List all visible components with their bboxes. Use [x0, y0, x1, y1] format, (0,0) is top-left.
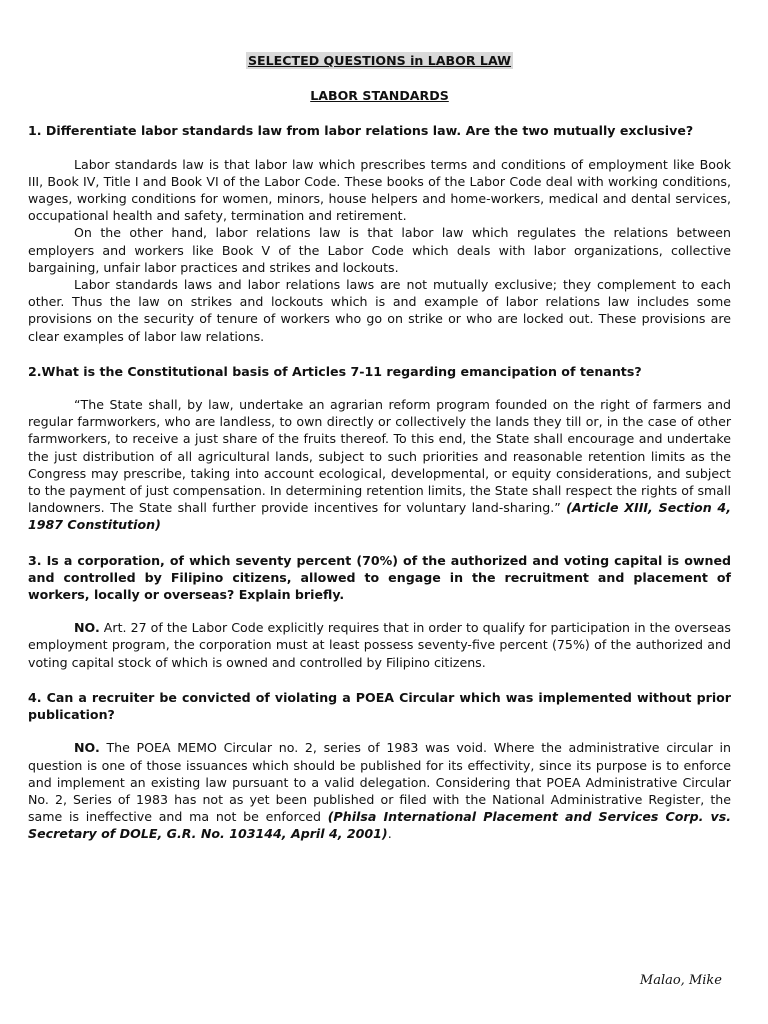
- question-3: 3. Is a corporation, of which seventy percent (70%) of the authorized and voting capital is owned and controlled by Filipino citizens, allowed to engage in the recruitment and placement of workers, locally or overseas? Explain briefly.: [28, 552, 731, 603]
- answer-4-citation: (Philsa International Placement and Services Corp. vs. Secretary of DOLE, G.R. No. 103144, April 4, 2001): [28, 809, 731, 842]
- document-page: [28, 52, 731, 843]
- answer-2: [28, 396, 731, 534]
- answer-4-no: NO.: [74, 740, 100, 756]
- question-1: 1. Differentiate labor standards law from labor relations law. Are the two mutually exclusive?: [28, 123, 694, 139]
- answer-4: [28, 739, 731, 842]
- answer-1-paragraph-2: On the other hand, labor relations law is that labor law which regulates the relations between employers and workers like Book V of the Labor Code which deals with labor organizations, collective bargaining, unfair labor practices and strikes and lockouts.: [28, 225, 731, 275]
- answer-3: [28, 619, 731, 671]
- document-title: SELECTED QUESTIONS in LABOR LAW: [247, 53, 512, 68]
- question-4: 4. Can a recruiter be convicted of violating a POEA Circular which was implemented without prior publication?: [28, 689, 731, 723]
- answer-3-text: Art. 27 of the Labor Code explicitly requires that in order to qualify for participation in the overseas employment program, the corporation must at least possess seventy-five percent (75%) of the authorized and voting capital stock of which is owned and controlled by Filipino citizens.: [28, 620, 731, 670]
- answer-4-text: The POEA MEMO Circular no. 2, series of 1983 was void. Where the administrative circular in question is one of those issuances which should be published for its effectivity, since its purpose is to enforce and implement an existing law pursuant to a valid delegation. Considering that POEA Administrative Circular No. 2, Series of 1983 has not as yet been published or filed with the National Administrative Register, the same is ineffective and ma not be enforced: [28, 740, 731, 825]
- answer-2-citation: (Article XIII, Section 4, 1987 Constitution): [28, 500, 731, 533]
- answer-1-paragraph-1: Labor standards law is that labor law which prescribes terms and conditions of employment like Book III, Book IV, Title I and Book VI of the Labor Code. These books of the Labor Code deal with working conditions, wages, working conditions for women, minors, house helpers and home-workers, medical and dental services, occupational health and safety, termination and retirement.: [28, 156, 731, 224]
- author-signature: Malao, Mike: [639, 973, 722, 988]
- answer-4-end: .: [387, 826, 392, 842]
- answer-2-text: “The State shall, by law, undertake an agrarian reform program founded on the right of farmers and regular farmworkers, who are landless, to own directly or collectively the lands they till or, in the case of other farmworkers, to receive a just share of the fruits thereof. To this end, the State shall encourage and undertake the just distribution of all agricultural lands, subject to such priorities and reasonable retention limits as the Congress may prescribe, taking into account ecological, developmental, or equity considerations, and subject to the payment of just compensation. In determining retention limits, the State shall respect the rights of small landowners. The State shall further provide incentives for voluntary land-sharing.”: [28, 397, 731, 516]
- document-subtitle: LABOR STANDARDS: [310, 88, 449, 104]
- answer-3-no: NO.: [74, 620, 100, 636]
- question-2: 2.What is the Constitutional basis of Articles 7-11 regarding emancipation of tenants?: [28, 363, 642, 379]
- answer-1-paragraph-3: Labor standards laws and labor relations laws are not mutually exclusive; they complement to each other. Thus the law on strikes and lockouts which is and example of labor relations law includes some provisions on the security of tenure of workers who go on strike or who are locked out. These provisions are clear examples of labor law relations.: [28, 277, 731, 344]
- title-row: [28, 52, 731, 69]
